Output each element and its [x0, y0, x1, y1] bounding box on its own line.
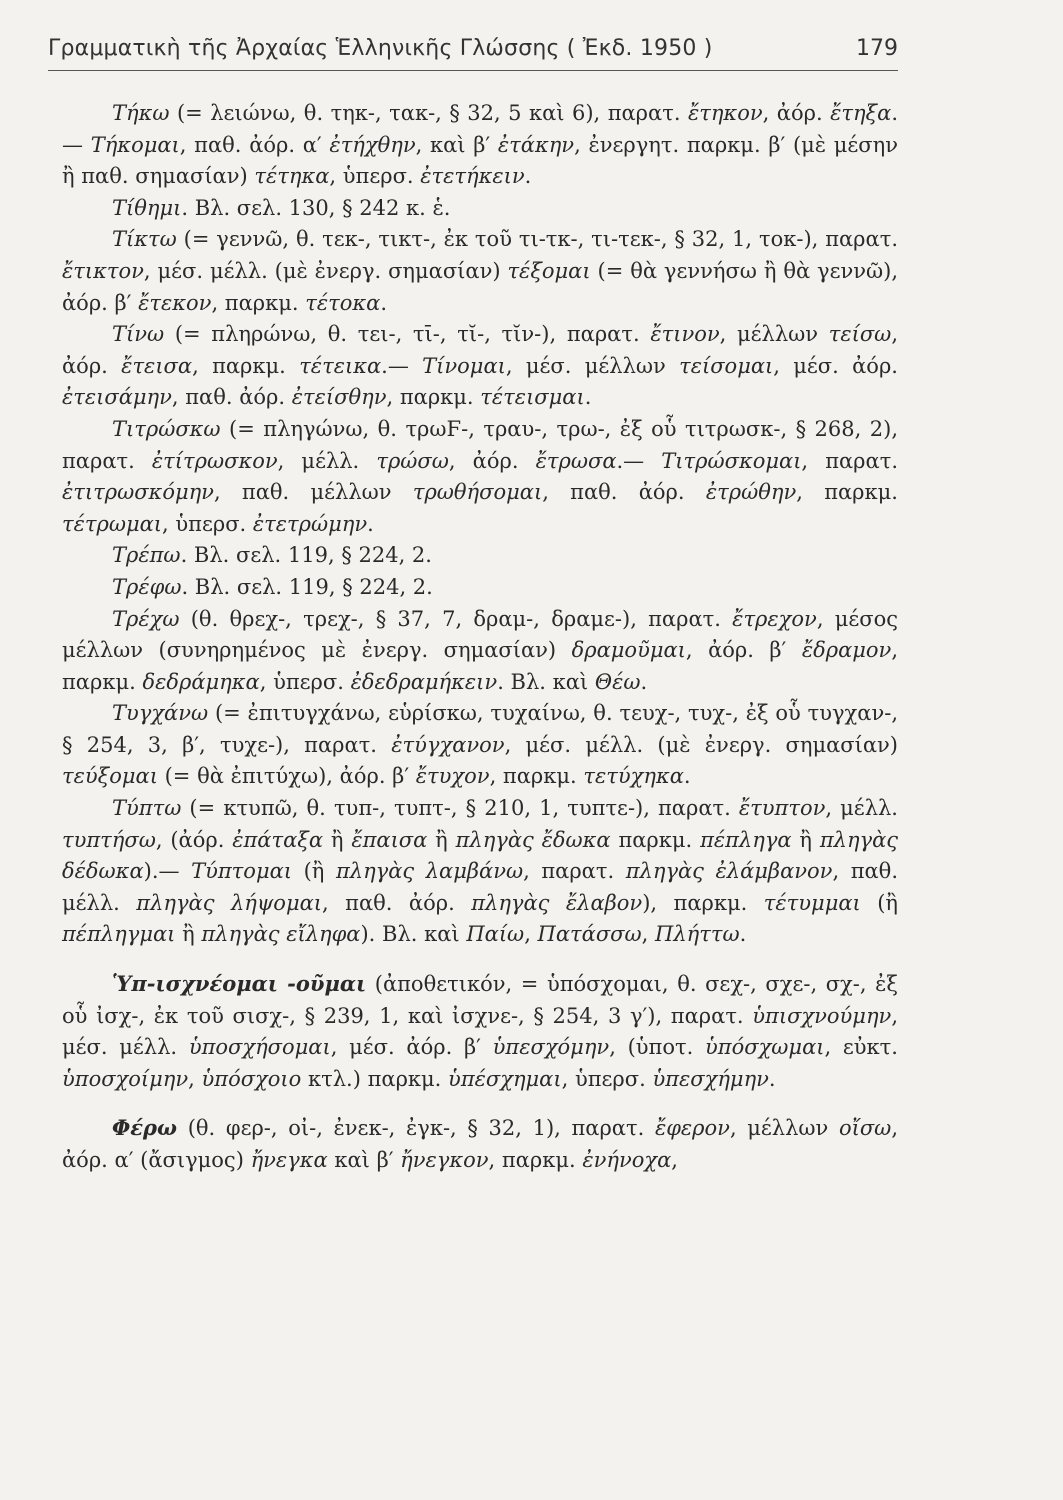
greek-form: ἐπάταξα [232, 827, 324, 852]
entry-text: . [367, 511, 374, 536]
entry-text: .— [62, 101, 898, 157]
entry-text: , ὑπερσ. [259, 669, 351, 694]
entry-text: . [683, 764, 691, 789]
entry-text: (θ. θρεχ-, τρεχ-, § 37, 7, δραμ-, δραμε-), παρατ. [179, 606, 733, 631]
entry-text: (ἢ [292, 859, 336, 884]
greek-form: Τίθημι [112, 195, 182, 220]
verb-entry [62, 968, 898, 1095]
entry-text: , ὑπερσ. [329, 164, 421, 189]
greek-form: ὑπέσχημαι [448, 1066, 562, 1091]
greek-form: ἔτυπτον [738, 796, 826, 821]
greek-form: ἔτηκον [687, 101, 763, 125]
entry-text: (θ. φερ-, οἰ-, ἐνεκ-, ἐγκ-, § 32, 1), παρατ. [177, 1116, 655, 1141]
greek-form: Τίνω [112, 322, 165, 347]
greek-form: Θέω [594, 669, 641, 694]
greek-form: ἐτιτρωσκόμην [62, 480, 214, 505]
entry-text: , ἀόρ. [62, 322, 898, 378]
entry-text: , ὑπερσ. [162, 511, 253, 536]
greek-form: τυπτήσω [62, 827, 156, 852]
entry-text: , παρατ. [801, 448, 898, 473]
greek-form: ἐτετρώμην [252, 511, 368, 536]
entry-text: , μέσ. μέλλ. [62, 1003, 898, 1060]
entry-text: , παθ. μέλλ. [62, 859, 898, 915]
greek-form: ἐτήχθην [329, 132, 416, 157]
entry-text: , παρκμ. [62, 638, 898, 694]
greek-form: πληγὰς ἔλαβον [471, 890, 643, 915]
page-number: 179 [856, 36, 898, 61]
greek-form: Τιτρώσκω [112, 416, 221, 441]
greek-form: τέτρωμαι [62, 511, 163, 536]
entry-text: , παρκμ. [489, 764, 584, 789]
greek-form: ἔτεκον [138, 290, 212, 315]
entry-text: , μέσ. μέλλ. (μὲ ἐνεργ. σημασίαν) [143, 258, 508, 283]
entry-text: , ὑπερσ. [561, 1066, 653, 1091]
greek-form: ἐτύγχανον [391, 732, 505, 757]
entry-text: , μέσος μέλλων (συνηρημένος μὲ ἐνεργ. σημασίαν) [62, 606, 899, 663]
entry-text: , παρκμ. [211, 290, 306, 315]
greek-form: οἴσω [838, 1116, 892, 1141]
entry-text: (= κτυπῶ, θ. τυπ-, τυπτ-, § 210, 1, τυπτε-), παρατ. [181, 796, 739, 821]
entry-text: , μέλλων [719, 322, 829, 347]
greek-form: Τύπτω [112, 796, 182, 821]
verb-entry [62, 193, 898, 225]
entry-text: , ἀόρ. [762, 101, 831, 125]
entry-text: , παρκμ. [192, 353, 300, 378]
greek-form: ἔτηξα [830, 101, 892, 125]
entry-text: , [524, 922, 538, 947]
entry-text: (= πληγώνω, θ. τρωϜ-, τραυ-, τρω-, ἐξ οὗ τιτρωσκ-, § 268, 2), παρατ. [62, 416, 898, 473]
greek-form: ἐτίτρωσκον [151, 448, 278, 473]
entry-text: , μέλλ. [825, 796, 898, 821]
greek-form: Τίνομαι [422, 353, 506, 378]
entry-text: , μέλλ. [277, 448, 377, 473]
greek-form: ἤνεγκα [250, 1148, 328, 1172]
entry-text: (ἢ [860, 890, 899, 915]
greek-form: ἐνήνοχα [582, 1148, 672, 1172]
greek-form: δραμοῦμαι [571, 638, 686, 663]
entry-text: , ἀόρ. β′ [685, 638, 802, 663]
verb-entry [62, 540, 898, 572]
entry-text: . Βλ. σελ. 119, § 224, 2. [181, 574, 433, 599]
greek-form: Παίω [466, 922, 525, 947]
greek-form: ἔτυχον [415, 764, 490, 789]
running-header [48, 30, 898, 71]
greek-form: ἐτεισάμην [62, 385, 172, 410]
entry-text: ).— [143, 859, 192, 884]
verb-entry [62, 319, 898, 414]
entry-text: , εὐκτ. [824, 1035, 898, 1060]
verb-entry [62, 698, 898, 793]
entry-text: (= θὰ ἐπιτύχω), ἀόρ. β′ [157, 764, 416, 789]
greek-form: ὑπισχνούμην [752, 1003, 892, 1028]
greek-form: πέπληγα [700, 827, 792, 852]
greek-form: Τήκομαι [90, 132, 180, 157]
entry-text: .— [381, 353, 423, 378]
verb-entry [62, 572, 898, 604]
greek-form: πληγὰς εἴληφα [201, 922, 361, 947]
greek-form: Τρέχω [112, 606, 180, 631]
entry-text: , [671, 1148, 678, 1172]
entry-text: . [768, 1066, 776, 1091]
entry-text: ἢ [323, 827, 352, 852]
greek-form: ὑπόσχωμαι [705, 1035, 825, 1060]
verb-entry [62, 793, 898, 951]
entry-text: , ἀόρ. α′ (ἄσιγμος) [62, 1116, 898, 1172]
greek-form: πληγὰς δέδωκα [62, 827, 899, 884]
greek-form: ἔφερον [654, 1116, 730, 1141]
greek-form: τέτηκα [254, 164, 330, 189]
greek-form: ἔτικτον [62, 258, 144, 283]
entry-text: (= πληρώνω, θ. τει-, τῑ-, τῐ-, τῐν-), παρατ. [164, 322, 651, 347]
headword: Ὑπ-ισχνέομαι -οῦμαι [112, 971, 367, 997]
verb-entry [62, 1112, 898, 1176]
verb-entry [62, 604, 898, 699]
greek-form: τέξομαι [507, 258, 591, 283]
greek-form: ἔτινον [650, 322, 720, 347]
entry-text: . [380, 290, 388, 315]
entry-text: , μέσ. ἀόρ. [773, 353, 898, 378]
greek-form: τρώσω [376, 448, 449, 473]
greek-form: τέτεικα [299, 353, 382, 378]
greek-form: Πατάσσω [537, 922, 642, 947]
entry-text: ), παρκμ. [642, 890, 764, 915]
greek-form: πληγὰς λήψομαι [136, 890, 323, 915]
entry-text: (= γεννῶ, θ. τεκ-, τικτ-, ἐκ τοῦ τι-τκ-, τι-τεκ-, § 32, 1, τοκ-), παρατ. [176, 227, 898, 252]
entry-text: , μέσ. μέλλων [505, 353, 680, 378]
entry-text: , [641, 922, 655, 947]
entry-text: , μέλλων [729, 1116, 839, 1141]
entry-text: , παθ. μέλλων [213, 480, 413, 505]
greek-form: πληγὰς ἐλάμβανον [625, 859, 833, 884]
greek-form: Τυγχάνω [112, 701, 209, 726]
entry-text: ἢ [791, 827, 820, 852]
entry-text: (ἀποθετικόν, = ὑπόσχομαι, θ. σεχ-, σχε-, σχ-, ἐξ οὗ ἰσχ-, ἐκ τοῦ σισχ-, § 239, 1, καὶ ἰσχνε-, § 254, 3 γ′), παρατ. [62, 972, 898, 1028]
greek-form: τετύχηκα [583, 764, 684, 789]
greek-form: Τιτρώσκομαι [661, 448, 802, 473]
entry-text: (= θὰ γεννήσω ἢ θὰ γεννῶ), ἀόρ. β′ [62, 258, 899, 315]
greek-form: τείσομαι [679, 353, 774, 378]
entry-text: , [188, 1066, 202, 1091]
header-title: Γραμματικὴ τῆς Ἀρχαίας Ἑλληνικῆς Γλώσσης ( Ἐκδ. 1950 ) [48, 36, 713, 61]
greek-form: τέτοκα [305, 290, 381, 315]
verb-entry [62, 414, 898, 540]
greek-form: Τρέφω [112, 574, 182, 599]
greek-form: ἔπαισα [351, 827, 428, 852]
greek-form: ἔτρεχον [732, 606, 817, 631]
entry-text: , μέσ. ἀόρ. β′ [330, 1035, 493, 1060]
entry-text: ἢ [175, 922, 202, 947]
entry-text: , παθ. ἀόρ. [322, 890, 472, 915]
greek-form: Πλήττω [655, 922, 740, 947]
greek-form: πληγὰς λαμβάνω [335, 859, 524, 884]
entry-text: , παρκμ. [796, 480, 898, 505]
greek-form: ὑπεσχόμην [492, 1035, 610, 1060]
entry-text: καὶ β′ [327, 1148, 401, 1172]
greek-form: ἔτεισα [121, 353, 193, 378]
greek-form: τεύξομαι [62, 764, 158, 789]
greek-form: ὑποσχοίμην [62, 1066, 189, 1091]
greek-form: Τήκω [112, 101, 170, 125]
greek-form: τέτυμμαι [763, 890, 861, 915]
entry-text: . [739, 922, 747, 947]
entry-text: . Βλ. καὶ [497, 669, 595, 694]
entry-text: (= λειώνω, θ. τηκ-, τακ-, § 32, 5 καὶ 6), παρατ. [169, 101, 688, 125]
greek-form: ἐτάκην [497, 132, 575, 157]
entry-text: ἢ [427, 827, 456, 852]
entry-text: . [640, 669, 648, 694]
entry-text: .— [616, 448, 662, 473]
verb-entry [62, 98, 898, 193]
greek-form: ὑποσχήσομαι [188, 1035, 331, 1060]
greek-form: πληγὰς ἔδωκα [455, 827, 611, 852]
entry-text: , ἀόρ. [448, 448, 536, 473]
headword: Φέρω [112, 1115, 178, 1141]
entry-text: , παρκμ. [386, 385, 481, 410]
greek-form: ἐτετήκειν [420, 164, 525, 189]
entry-text: , παθ. ἀόρ. α′ [179, 132, 330, 157]
greek-form: τέτεισμαι [480, 385, 585, 410]
entry-text: . Βλ. σελ. 119, § 224, 2. [180, 543, 432, 568]
dictionary-body [62, 98, 898, 1177]
entry-text: ). Βλ. καὶ [360, 922, 467, 947]
greek-form: τρωθήσομαι [412, 480, 543, 505]
greek-form: ἐτείσθην [291, 385, 387, 410]
greek-form: τείσω [828, 322, 892, 347]
greek-form: ὑπεσχήμην [652, 1066, 769, 1091]
entry-text: , παρκμ. [488, 1148, 583, 1172]
greek-form: ἔτρωσα [535, 448, 617, 473]
entry-text: , παθ. ἀόρ. [542, 480, 706, 505]
entry-text: κτλ.) παρκμ. [301, 1066, 449, 1091]
entry-text: (= ἐπιτυγχάνω, εὑρίσκω, τυχαίνω, θ. τευχ-, τυχ-, ἐξ οὗ τυγχαν-, § 254, 3, β′, τυχε-), παρατ. [62, 701, 898, 757]
entry-text: παρκμ. [610, 827, 701, 852]
greek-form: Τύπτομαι [191, 859, 293, 884]
greek-form: δεδράμηκα [142, 669, 260, 694]
greek-form: ἔδραμον [801, 638, 892, 663]
entry-text: . [584, 385, 592, 410]
entry-text: . Βλ. σελ. 130, § 242 κ. ἑ. [181, 195, 451, 220]
greek-form: Τίκτω [112, 227, 177, 252]
entry-text: , μέσ. μέλλ. (μὲ ἐνεργ. σημασίαν) [504, 732, 899, 757]
greek-form: Τρέπω [112, 543, 181, 568]
greek-form: πέπληγμαι [62, 922, 176, 947]
entry-text: , παρατ. [523, 859, 626, 884]
entry-text: . [524, 164, 532, 189]
greek-form: ἤνεγκον [400, 1148, 489, 1172]
greek-form: ἐδεδραμήκειν [350, 669, 498, 694]
verb-entry [62, 224, 898, 319]
entry-text: , (ἀόρ. [155, 827, 233, 852]
entry-text: , παθ. ἀόρ. [171, 385, 292, 410]
greek-form: ὑπόσχοιο [201, 1066, 302, 1091]
entry-text: , καὶ β′ [415, 132, 498, 157]
entry-text: , (ὑποτ. [609, 1035, 706, 1060]
entry-text: , ἐνεργητ. παρκμ. β′ (μὲ μέσην ἢ παθ. σημασίαν) [62, 132, 898, 189]
greek-form: ἐτρώθην [705, 480, 797, 505]
